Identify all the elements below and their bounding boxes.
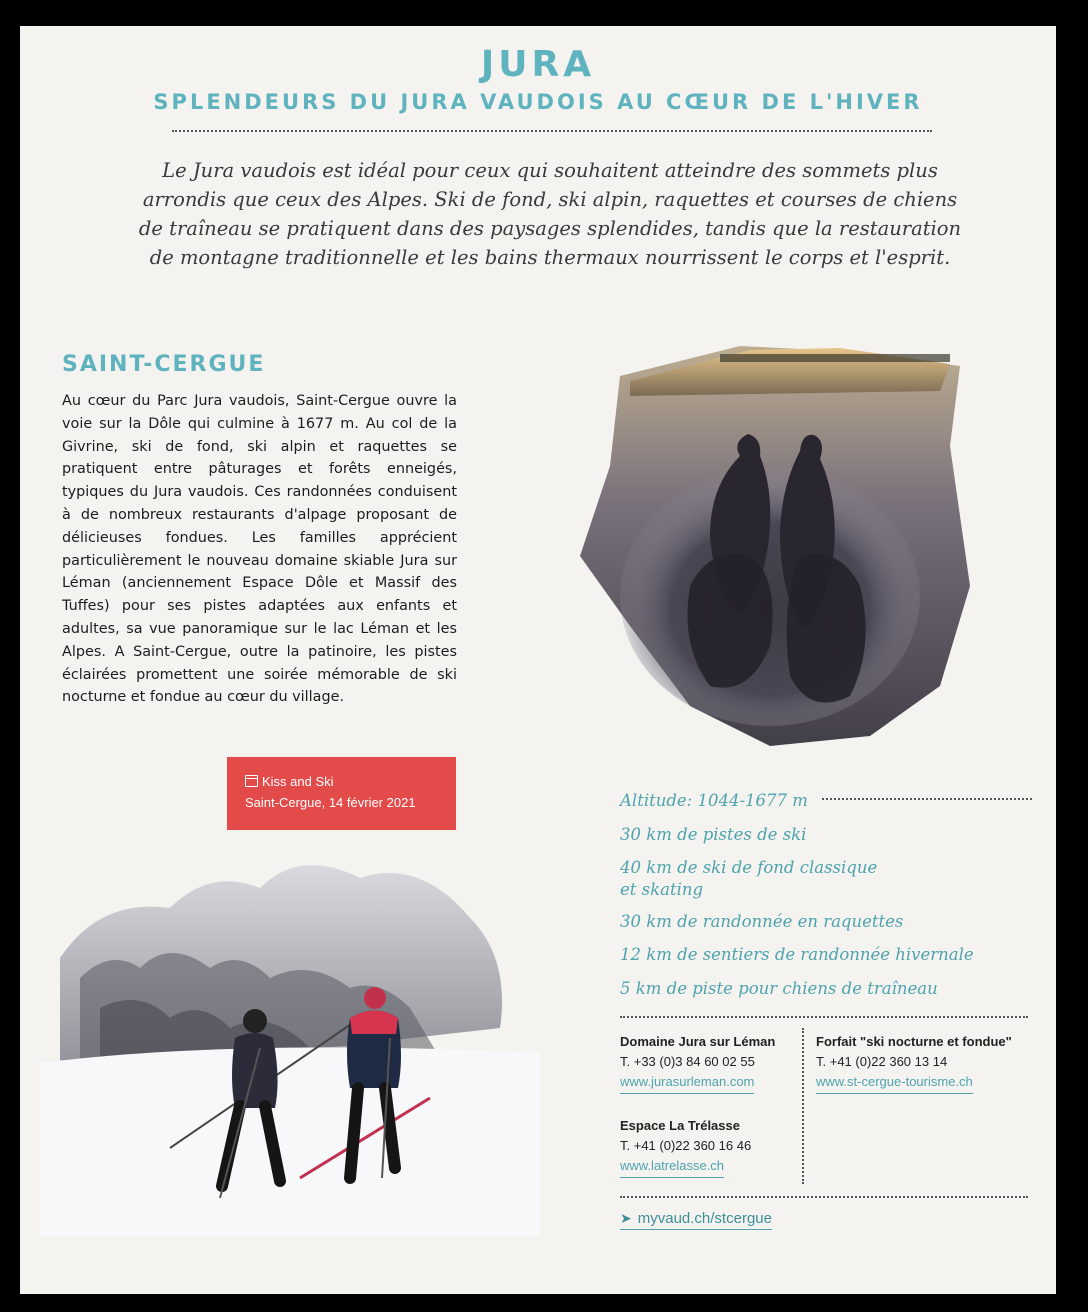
contacts-divider-bottom (620, 1196, 1028, 1198)
cursor-icon: ➤ (620, 1210, 632, 1226)
contact-la-trelasse (620, 1116, 751, 1178)
event-details: Saint-Cergue, 14 février 2021 (245, 795, 416, 810)
footer-link-text: myvaud.ch/stcergue (637, 1210, 772, 1227)
fact-item: 40 km de ski de fond classique (620, 858, 878, 877)
contact-url[interactable]: www.jurasurleman.com (620, 1072, 754, 1094)
page-subtitle: SPLENDEURS DU JURA VAUDOIS AU CŒUR DE L'HIVER (153, 90, 923, 114)
fact-item: 30 km de pistes de ski (620, 825, 807, 844)
calendar-icon (245, 775, 258, 787)
contact-name: Forfait "ski nocturne et fondue" (816, 1034, 1012, 1049)
event-box (227, 757, 456, 830)
fact-item: 12 km de sentiers de randonnée hivernale (620, 945, 974, 964)
contact-name: Espace La Trélasse (620, 1118, 740, 1133)
contact-url[interactable]: www.st-cergue-tourisme.ch (816, 1072, 973, 1094)
fact-altitude: Altitude: 1044-1677 m (620, 791, 808, 810)
contacts-vertical-divider (802, 1028, 804, 1184)
contact-ski-nocturne (816, 1032, 1012, 1094)
contact-name: Domaine Jura sur Léman (620, 1034, 776, 1049)
event-title: Kiss and Ski (262, 774, 334, 789)
sled-dogs-photo (540, 326, 980, 756)
facts-divider-bottom (620, 1016, 1028, 1018)
contact-jura-sur-leman (620, 1032, 775, 1094)
fact-item: 5 km de piste pour chiens de traîneau (620, 979, 938, 998)
facts-divider-top (822, 798, 1032, 800)
section-body: Au cœur du Parc Jura vaudois, Saint-Cergue ouvre la voie sur la Dôle qui culmine à 1677 m. Au col de la Givrine, ski de fond, ski alpin et raquettes se pratiquent entre pâturages et forêts enneigés, typiques du Jura vaudois. Ces randonnées conduisent à de nombreux restaurants d'alpage proposant de délicieuses fondues. Les familles apprécient particulièrement le nouveau domaine skiable Jura sur Léman (anciennement Espace Dôle et Massif des Tuffes) pour ses pistes adaptées aux enfants et adultes, sa vue panoramique sur le lac Léman et les Alpes. A Saint-Cergue, outre la patinoire, les pistes éclairées promettent une soirée mémorable de ski nocturne et fondue au cœur du village. (62, 393, 457, 706)
contact-phone: T. +33 (0)3 84 60 02 55 (620, 1054, 755, 1069)
contact-url[interactable]: www.latrelasse.ch (620, 1156, 724, 1178)
cross-country-skiers-photo (40, 848, 540, 1236)
brochure-page (20, 26, 1056, 1294)
footer-link[interactable] (620, 1210, 772, 1230)
intro-paragraph: Le Jura vaudois est idéal pour ceux qui souhaitent atteindre des sommets plus arrondis que ceux des Alpes. Ski de fond, ski alpin, raquettes et courses de chiens de traîneau se pratiquent dans des paysages splendides, tandis que la restauration de montagne traditionnelle et les bains thermaux nourrissent le corps et l'esprit. (138, 159, 962, 269)
fact-item: 30 km de randonnée en raquettes (620, 912, 904, 931)
fact-item: et skating (620, 880, 704, 899)
section-heading: SAINT-CERGUE (62, 352, 266, 377)
contact-phone: T. +41 (0)22 360 16 46 (620, 1138, 752, 1153)
contact-phone: T. +41 (0)22 360 13 14 (816, 1054, 948, 1069)
page-title: JURA (480, 44, 596, 85)
title-divider (172, 130, 932, 132)
